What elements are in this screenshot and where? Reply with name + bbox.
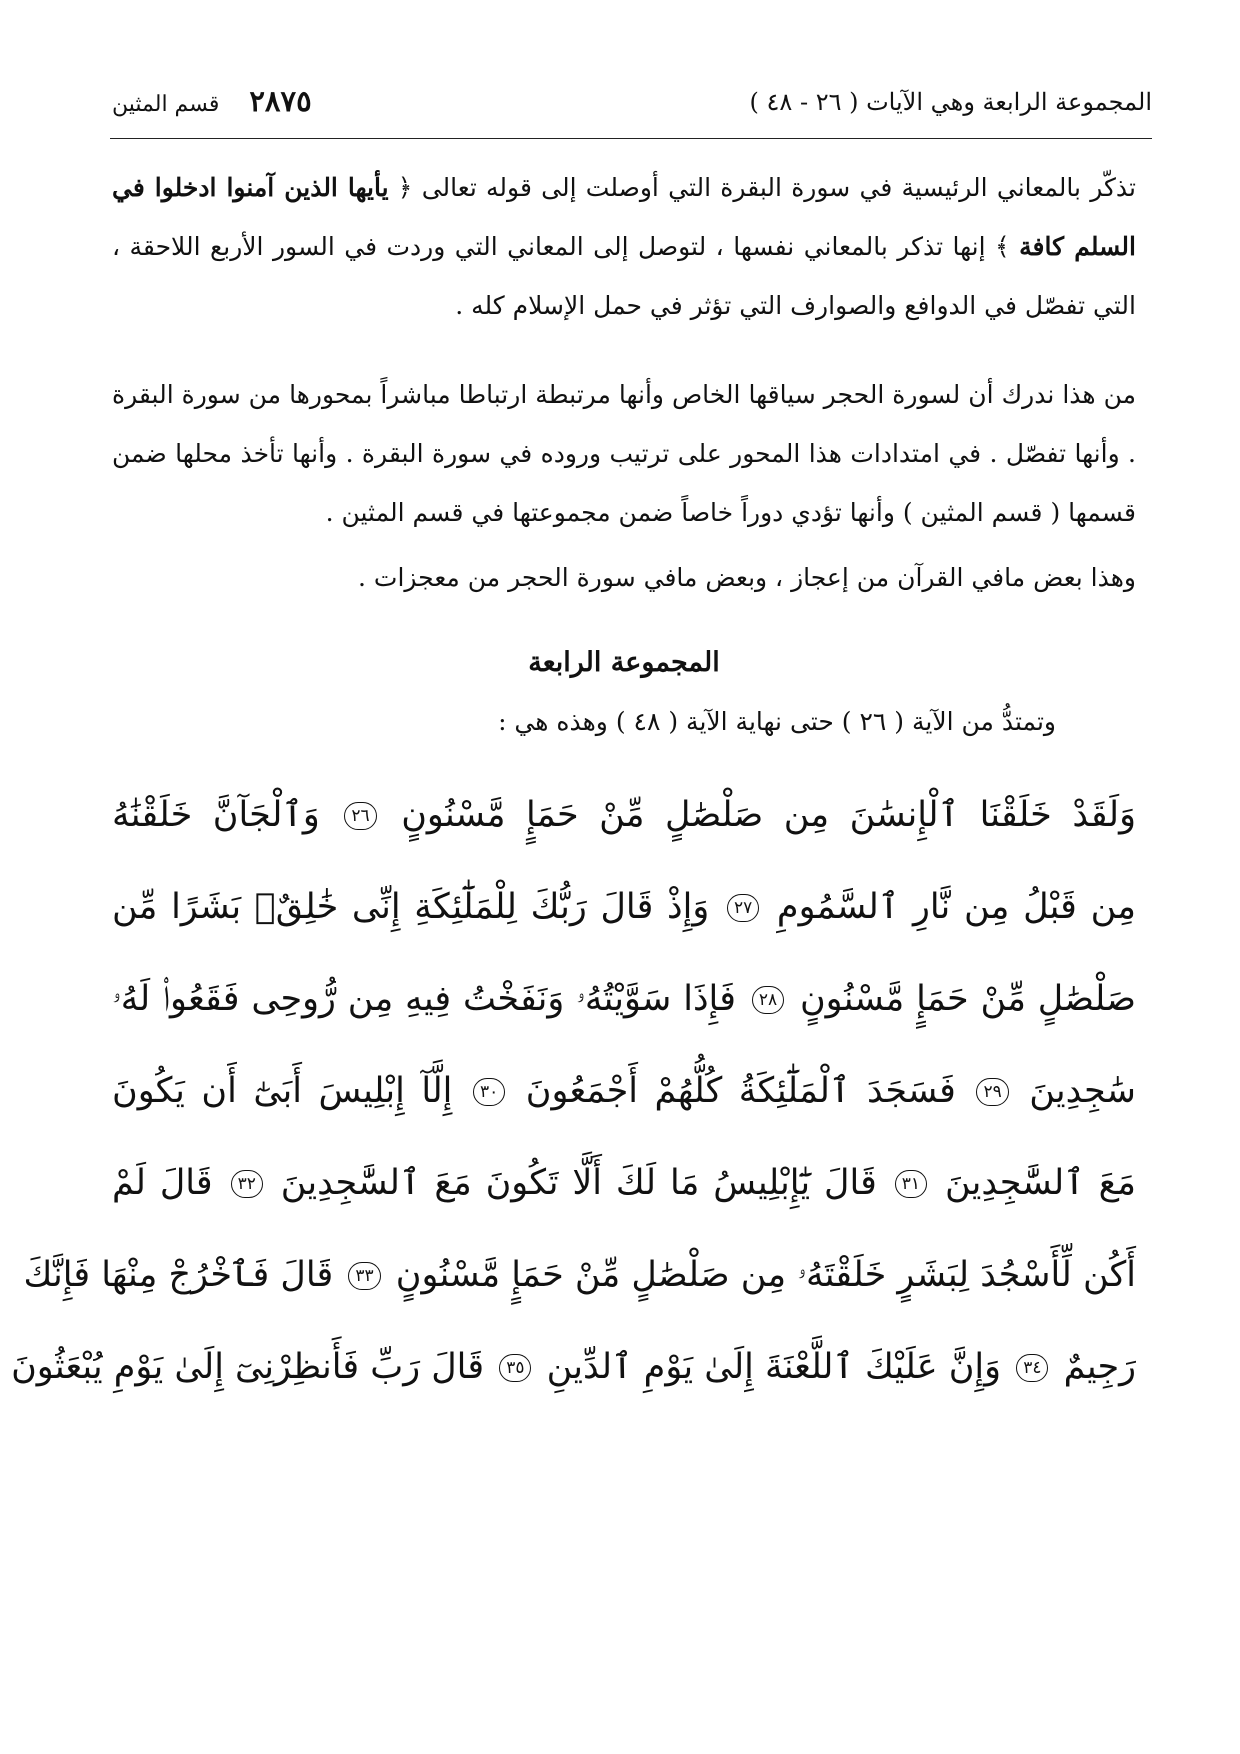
verse-number-33: ٣٣ bbox=[348, 1262, 380, 1290]
quoted-verse: يأيها الذين آمنوا ادخلوا في السلم كافة bbox=[112, 173, 1136, 261]
verse-text: وَإِذْ قَالَ رَبُّكَ لِلْمَلَٰٓئِكَةِ إِنِّى خَٰلِقٌۢ بَشَرًا مِّن bbox=[112, 887, 710, 927]
header-page-info bbox=[112, 84, 312, 118]
verse-text: قَالَ فَٱخْرُجْ مِنْهَا فَإِنَّكَ bbox=[23, 1255, 334, 1295]
paragraph-3: وهذا بعض مافي القرآن من إعجاز ، وبعض مافي سورة الحجر من معجزات . bbox=[358, 563, 1136, 592]
paragraph-1-end: ﴾ إنها تذكر بالمعاني نفسها ، لتوصل إلى المعاني التي وردت في السور الأربع اللاحقة ، التي تفصّل في الدوافع والصوارف التي تؤثر في حمل الإسلام كله . bbox=[112, 232, 1136, 320]
verse-line-7 bbox=[11, 1321, 1136, 1413]
verse-text: مِن قَبْلُ مِن نَّارِ ٱلسَّمُومِ bbox=[776, 887, 1136, 927]
verse-text: وَإِنَّ عَلَيْكَ ٱللَّعْنَةَ إِلَىٰ يَوْمِ ٱلدِّينِ bbox=[546, 1347, 1002, 1387]
section-heading: المجموعة الرابعة bbox=[528, 647, 720, 678]
verse-text: صَلْصَٰلٍ مِّنْ حَمَإٍ مَّسْنُونٍ bbox=[799, 979, 1136, 1019]
verse-line-4 bbox=[112, 1045, 1136, 1137]
running-header bbox=[112, 82, 1152, 132]
verse-text: قَالَ رَبِّ فَأَنظِرْنِىٓ إِلَىٰ يَوْمِ يُبْعَثُونَ bbox=[11, 1347, 485, 1387]
paragraph-2: من هذا ندرك أن لسورة الحجر سياقها الخاص وأنها مرتبطة ارتباطا مباشراً بمحورها من سورة البقرة . وأنها تفصّل . في امتدادات هذا المحور على ترتيب وروده في سورة البقرة . وأنها تأخذ محلها ضمن قسمها ( قسم المثين ) وأنها تؤدي دوراً خاصاً ضمن مجموعتها في قسم المثين . bbox=[112, 380, 1136, 527]
verse-number-28: ٢٨ bbox=[752, 986, 784, 1014]
verse-number-27: ٢٧ bbox=[727, 894, 759, 922]
header-title: المجموعة الرابعة وهي الآيات ( ٢٦ - ٤٨ ) bbox=[749, 88, 1152, 116]
paragraph-1-start: تذكّر بالمعاني الرئيسية في سورة البقرة التي أوصلت إلى قوله تعالى ﴿ bbox=[388, 173, 1136, 202]
verse-text: سَٰجِدِينَ bbox=[1029, 1071, 1136, 1111]
verse-text: وَٱلْجَآنَّ خَلَقْنَٰهُ bbox=[112, 795, 320, 835]
paragraph-1 bbox=[112, 158, 1136, 335]
header-divider bbox=[110, 138, 1152, 139]
verse-number-30: ٣٠ bbox=[473, 1078, 505, 1106]
verse-number-32: ٣٢ bbox=[231, 1170, 263, 1198]
verse-line-2 bbox=[112, 861, 1136, 953]
verse-line-5 bbox=[112, 1137, 1136, 1229]
verse-text: قَالَ يَٰٓإِبْلِيسُ مَا لَكَ أَلَّا تَكُونَ مَعَ ٱلسَّٰجِدِينَ bbox=[280, 1163, 877, 1203]
verse-number-34: ٣٤ bbox=[1016, 1354, 1048, 1382]
verse-text: قَالَ لَمْ bbox=[112, 1163, 213, 1203]
verse-text: فَإِذَا سَوَّيْتُهُۥ وَنَفَخْتُ فِيهِ مِن رُّوحِى فَقَعُوا۟ لَهُۥ bbox=[112, 979, 736, 1019]
verse-number-26: ٢٦ bbox=[344, 802, 376, 830]
verses-block bbox=[11, 769, 1136, 1413]
verse-number-35: ٣٥ bbox=[499, 1354, 531, 1382]
verse-line-3 bbox=[112, 953, 1136, 1045]
section-intro: وتمتدُّ من الآية ( ٢٦ ) حتى نهاية الآية ( ٤٨ ) وهذه هي : bbox=[498, 707, 1056, 736]
verse-number-31: ٣١ bbox=[895, 1170, 927, 1198]
verse-text: أَكُن لِّأَسْجُدَ لِبَشَرٍ خَلَقْتَهُۥ مِن صَلْصَٰلٍ مِّنْ حَمَإٍ مَّسْنُونٍ bbox=[395, 1255, 1136, 1295]
verse-text: فَسَجَدَ ٱلْمَلَٰٓئِكَةُ كُلُّهُمْ أَجْمَعُونَ bbox=[525, 1071, 956, 1111]
header-section-name: قسم المثين bbox=[112, 92, 220, 117]
verse-text: رَجِيمٌ bbox=[1063, 1347, 1136, 1387]
page-number: ٢٨٧٥ bbox=[249, 84, 312, 118]
verse-text: إِلَّآ إِبْلِيسَ أَبَىٰٓ أَن يَكُونَ bbox=[112, 1071, 453, 1111]
verse-text: وَلَقَدْ خَلَقْنَا ٱلْإِنسَٰنَ مِن صَلْصَٰلٍ مِّنْ حَمَإٍ مَّسْنُونٍ bbox=[401, 795, 1136, 835]
verse-line-6 bbox=[23, 1229, 1136, 1321]
page-body bbox=[11, 158, 1136, 1413]
verse-number-29: ٢٩ bbox=[976, 1078, 1008, 1106]
verse-text: مَعَ ٱلسَّٰجِدِينَ bbox=[944, 1163, 1136, 1203]
verse-line-1 bbox=[112, 769, 1136, 861]
